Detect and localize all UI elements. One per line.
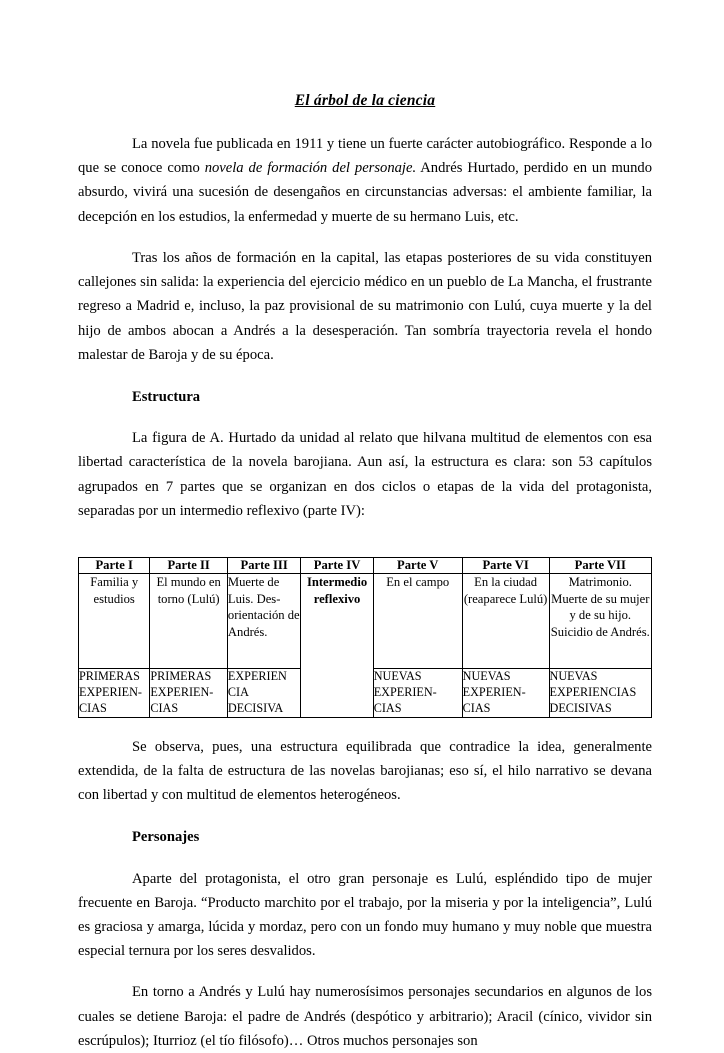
table-cell-description-parte-iv: Intermedio reflexivo bbox=[301, 574, 373, 718]
heading-personajes: Personajes bbox=[132, 829, 200, 846]
paragraph-intro-italic-phrase: novela de formación del personaje. bbox=[204, 160, 417, 177]
paragraph-intro-part-b: Andrés Hurtado, perdido en un mundo absurdo, vivirá una sucesión de desengaños en circunstancias adversas: el ambiente familiar, la decepción en los estudios, la enfermedad y muerte de su hermano Luis, etc. bbox=[78, 160, 652, 225]
page-title: El árbol de la ciencia bbox=[294, 92, 436, 109]
structure-table-wrapper bbox=[78, 557, 652, 718]
table-header-row bbox=[79, 558, 652, 574]
table-cell-label-parte-vi: NUEVAS EXPERIEN-CIAS bbox=[462, 669, 549, 718]
table-cell-label-parte-ii: PRIMERAS EXPERIEN-CIAS bbox=[150, 669, 228, 718]
paragraph-intro bbox=[78, 132, 652, 229]
paragraph-intro-part-a: La novela fue publicada en 1911 y tiene un fuerte carácter autobiográfico. Responde a lo que se conoce como bbox=[78, 136, 652, 177]
paragraph-estructura: La figura de A. Hurtado da unidad al relato que hilvana multitud de elementos con esa libertad característica de la novela barojiana. Aun así, la estructura es clara: son 53 capítulos agrupados en 7 partes que se organizan en dos ciclos o etapas de la vida del protagonista, separadas por un intermedio reflexivo (parte IV): bbox=[78, 430, 652, 519]
table-cell-label-parte-i: PRIMERAS EXPERIEN-CIAS bbox=[79, 669, 150, 718]
table-header-parte-i: Parte I bbox=[79, 558, 150, 574]
table-header-parte-ii: Parte II bbox=[150, 558, 228, 574]
paragraph-observacion: Se observa, pues, una estructura equilibrada que contradice la idea, generalmente extendida, de la falta de estructura de las novelas barojianas; eso sí, el hilo narrativo se devana con libertad y con multitud de elementos heterogéneos. bbox=[78, 738, 652, 804]
table-cell-description-parte-i: Familia y estudios bbox=[79, 574, 150, 669]
table-header-parte-vii: Parte VII bbox=[549, 558, 651, 574]
table-body bbox=[79, 574, 652, 718]
table-cell-description-parte-iii: Muerte de Luis. Des-orientación de Andrés. bbox=[227, 574, 300, 669]
table-row-descriptions bbox=[79, 574, 652, 669]
table-cell-description-parte-vii: Matrimonio. Muerte de su mujer y de su hijo. Suicidio de Andrés. bbox=[549, 574, 651, 669]
structure-table bbox=[78, 557, 652, 718]
paragraph-lulu: Aparte del protagonista, el otro gran personaje es Lulú, espléndido tipo de mujer frecuente en Baroja. “Producto marchito por el trabajo, por la miseria y por la inteligencia”, Lulú es graciosa y amarga, lúcida y mordaz, pero con un fondo muy humano y muy noble que muestra especial ternura por los seres desvalidos. bbox=[78, 870, 652, 960]
table-cell-description-parte-v: En el campo bbox=[373, 574, 462, 669]
table-header-parte-iv: Parte IV bbox=[301, 558, 373, 574]
paragraph-secundarios: En torno a Andrés y Lulú hay numerosísimos personajes secundarios en algunos de los cuales se detiene Baroja: el padre de Andrés (despótico y arbitrario); Aracil (cínico, vividor sin escrúpulos); Iturrioz (el tío filósofo)… Otros muchos personajes son bbox=[78, 984, 652, 1049]
table-cell-description-parte-ii: El mundo en torno (Lulú) bbox=[150, 574, 228, 669]
paragraph-trayectoria: Tras los años de formación en la capital, las etapas posteriores de su vida constituyen callejones sin salida: la experiencia del ejercicio médico en un pueblo de La Mancha, el frustrante regreso a Madrid e, incluso, la paz provisional de su matrimonio con Lulú, cuya muerte y la del hijo de ambos abocan a Andrés a la desesperación. Tan sombría trayectoria revela el hondo malestar de Baroja y de su época. bbox=[78, 249, 652, 363]
table-cell-label-parte-vii: NUEVAS EXPERIENCIAS DECISIVAS bbox=[549, 669, 651, 718]
table-header bbox=[79, 558, 652, 574]
table-cell-label-parte-iii: EXPERIEN CIA DECISIVA bbox=[227, 669, 300, 718]
heading-estructura: Estructura bbox=[132, 388, 201, 405]
table-cell-label-parte-v: NUEVAS EXPERIEN-CIAS bbox=[373, 669, 462, 718]
table-header-parte-iii: Parte III bbox=[227, 558, 300, 574]
table-cell-description-parte-vi: En la ciudad (reaparece Lulú) bbox=[462, 574, 549, 669]
table-header-parte-vi: Parte VI bbox=[462, 558, 549, 574]
table-header-parte-v: Parte V bbox=[373, 558, 462, 574]
